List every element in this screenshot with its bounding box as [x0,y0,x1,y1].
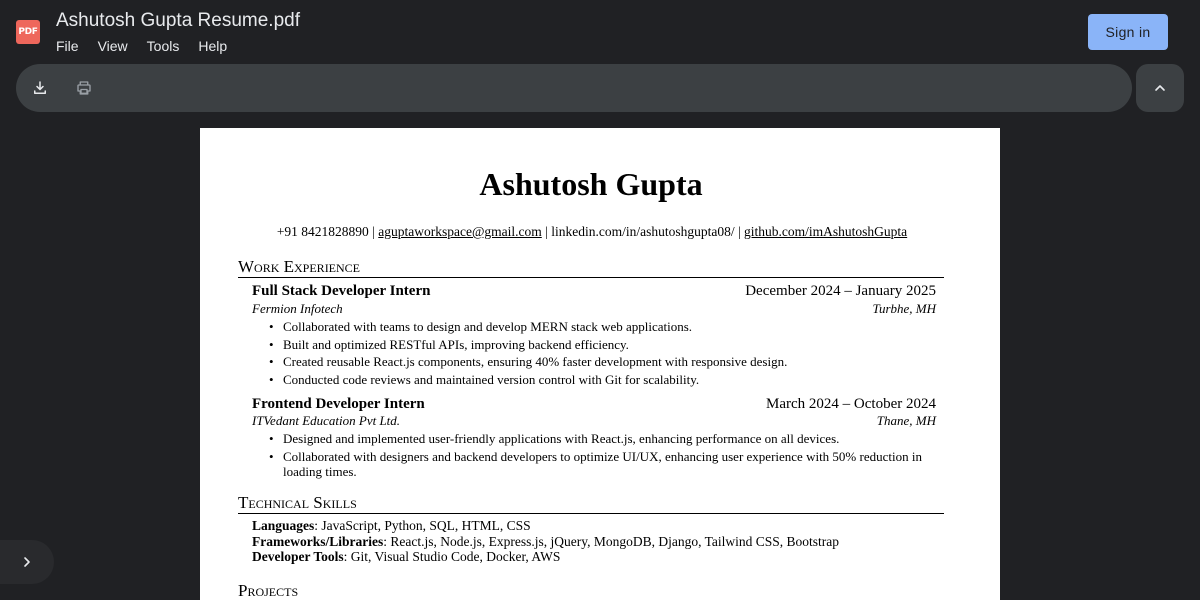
menu-bar [56,38,246,54]
list-item: • Collaborated with designers and backend developers to optimize UI/UX, enhancing user experience with 50% reduction in loading times. [266,449,926,480]
linkedin-link[interactable]: linkedin.com/in/ashutoshgupta08/ [551,224,735,239]
list-item: • Built and optimized RESTful APIs, improving backend efficiency. [266,337,926,353]
job-company-line [252,301,936,317]
separator: | [545,224,548,239]
contact-line [200,224,984,240]
email-link[interactable]: aguptaworkspace@gmail.com [378,224,542,239]
resume-name: Ashutosh Gupta [479,166,703,202]
separator: | [737,224,741,239]
job-header [252,282,936,300]
job-dates: March 2024 – October 2024 [766,396,936,412]
title-bar [0,0,1200,64]
menu-tools[interactable]: Tools [146,38,180,54]
download-button[interactable] [28,76,52,100]
job-bullets [266,431,926,482]
sign-in-button[interactable]: Sign in [1088,14,1168,50]
job-location: Turbhe, MH [872,301,936,316]
section-heading-experience: Work Experience [238,257,944,278]
job-title: Full Stack Developer Intern [252,283,431,299]
skill-label: Frameworks/Libraries [252,533,384,549]
pdf-file-icon: PDF [16,20,40,44]
job-title: Frontend Developer Intern [252,396,425,412]
skill-row: Languages: JavaScript, Python, SQL, HTML, CSS [252,518,531,533]
job-company: Fermion Infotech [252,301,343,316]
skill-row: Frameworks/Libraries: React.js, Node.js, Express.js, jQuery, MongoDB, Django, Tailwind CSS, Bootstrap [252,533,840,549]
job-bullets [266,319,926,390]
sidebar-toggle-button[interactable] [0,540,54,584]
pdf-page [200,128,1000,600]
github-link[interactable]: github.com/imAshutoshGupta [744,224,908,239]
skill-value: JavaScript, Python, SQL, HTML, CSS [321,518,531,533]
section-heading-skills: Technical Skills [238,493,944,514]
job-company-line [252,413,936,429]
separator: | [372,224,375,239]
chevron-up-icon [1152,80,1168,96]
job-header [252,395,936,413]
skills-list [252,518,942,565]
list-item: • Created reusable React.js components, ensuring 40% faster development with responsive design. [266,354,926,370]
section-heading-projects: Projects [238,581,944,600]
chevron-right-icon [19,554,35,570]
job-dates: December 2024 – January 2025 [745,283,936,299]
list-item: • Conducted code reviews and maintained version control with Git for scalability. [266,372,926,388]
menu-view[interactable]: View [97,38,128,54]
collapse-toolbar-button[interactable] [1136,64,1184,112]
print-icon [75,79,93,97]
list-item: • Designed and implemented user-friendly applications with React.js, enhancing performance on all devices. [266,431,926,447]
skill-value: Git, Visual Studio Code, Docker, AWS [350,549,561,565]
skill-value: React.js, Node.js, Express.js, jQuery, MongoDB, Django, Tailwind CSS, Bootstrap [390,533,840,549]
pdf-toolbar [16,64,1132,112]
skill-label: Languages [252,518,315,533]
job-company: ITVedant Education Pvt Ltd. [252,413,401,428]
print-button[interactable] [72,76,96,100]
menu-help[interactable]: Help [198,38,228,54]
document-title: Ashutosh Gupta Resume.pdf [56,10,300,31]
list-item: • Collaborated with teams to design and develop MERN stack web applications. [266,319,926,335]
menu-file[interactable]: File [56,38,79,54]
phone: +91 8421828890 [276,224,369,239]
job-location: Thane, MH [876,413,936,428]
skill-label: Developer Tools [252,549,344,565]
skill-row: Developer Tools: Git, Visual Studio Code, Docker, AWS [252,549,561,565]
download-icon [31,79,49,97]
